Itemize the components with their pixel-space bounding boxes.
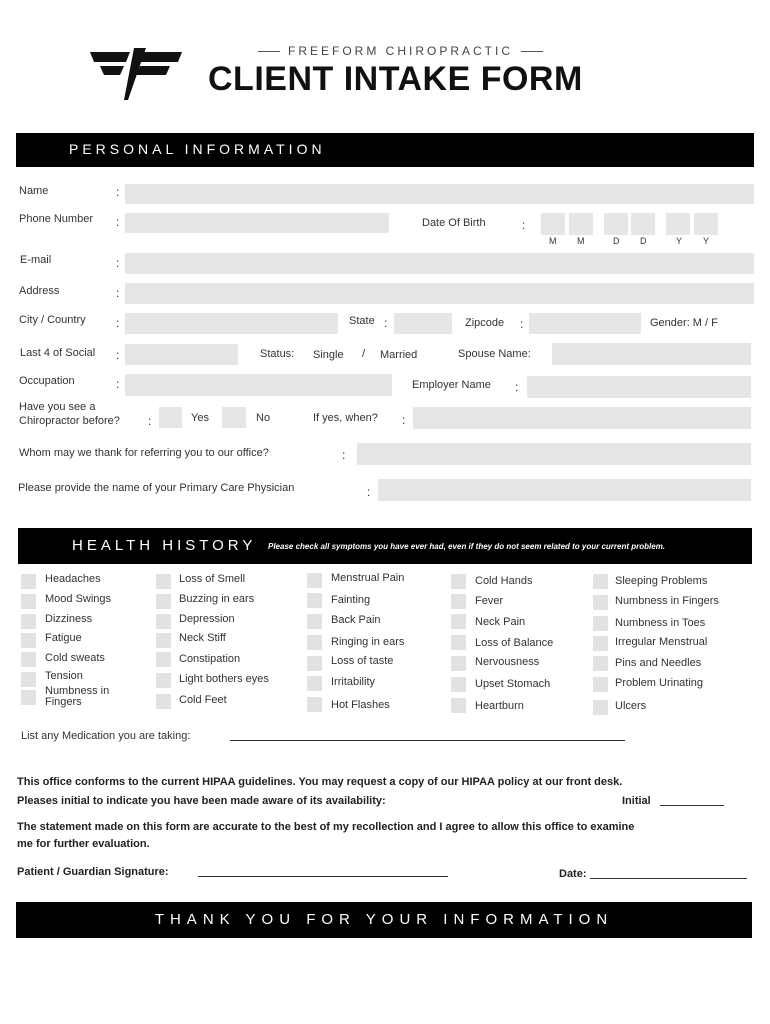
personal-information-header: PERSONAL INFORMATION	[16, 133, 754, 167]
symptom-label: Problem Urinating	[615, 677, 704, 689]
signature-label: Patient / Guardian Signature:	[17, 866, 169, 878]
symptom-label: Depression	[179, 613, 235, 625]
symptom-label: Loss of taste	[331, 655, 394, 667]
occupation-field[interactable]	[125, 374, 392, 396]
symptom-label: Headaches	[45, 573, 101, 585]
medication-line[interactable]	[230, 740, 625, 741]
symptom-checkbox[interactable]	[21, 633, 36, 648]
symptom-label: Numbness in Fingers	[45, 685, 110, 708]
symptom-label: Cold Hands	[475, 575, 533, 587]
symptom-checkbox[interactable]	[593, 574, 608, 589]
symptom-checkbox[interactable]	[21, 652, 36, 667]
address-label: Address	[19, 285, 60, 297]
symptom-label: Irregular Menstrual	[615, 636, 708, 648]
symptom-checkbox[interactable]	[451, 594, 466, 609]
symptom-checkbox[interactable]	[593, 677, 608, 692]
symptom-label: Fainting	[331, 594, 371, 606]
referral-field[interactable]	[357, 443, 751, 465]
symptom-label: Cold Feet	[179, 694, 227, 706]
page-title: CLIENT INTAKE FORM	[208, 60, 583, 98]
symptom-checkbox[interactable]	[593, 595, 608, 610]
last-4-social-label: Last 4 of Social	[20, 347, 96, 359]
symptom-checkbox[interactable]	[451, 635, 466, 650]
symptom-label: Nervousness	[475, 656, 540, 668]
spouse-name-field[interactable]	[552, 343, 751, 365]
chiropractor-yes-checkbox[interactable]	[159, 407, 182, 428]
symptom-checkbox[interactable]	[451, 677, 466, 692]
freeform-logo-icon	[90, 48, 182, 100]
dob-day-2-field[interactable]	[631, 213, 655, 235]
phone-field[interactable]	[125, 213, 389, 233]
symptom-checkbox[interactable]	[156, 694, 171, 709]
date-line[interactable]	[590, 878, 747, 879]
name-label: Name	[19, 185, 49, 197]
symptom-checkbox[interactable]	[307, 676, 322, 691]
signature-line[interactable]	[198, 876, 448, 877]
symptom-checkbox[interactable]	[307, 656, 322, 671]
symptom-checkbox[interactable]	[451, 698, 466, 713]
address-field[interactable]	[125, 283, 754, 304]
symptom-label: Heartburn	[475, 700, 524, 712]
chiropractor-before-label-line2: Chiropractor before?	[19, 415, 120, 427]
zipcode-label: Zipcode	[465, 317, 505, 329]
symptom-label: Back Pain	[331, 614, 381, 626]
symptom-label: Ringing in ears	[331, 636, 405, 648]
occupation-label: Occupation	[19, 375, 75, 387]
symptom-checkbox[interactable]	[156, 614, 171, 629]
symptom-checkbox[interactable]	[593, 636, 608, 651]
if-yes-when-field[interactable]	[413, 407, 751, 429]
dob-year-2-field[interactable]	[694, 213, 718, 235]
symptom-checkbox[interactable]	[156, 652, 171, 667]
referral-label: Whom may we thank for referring you to our office?	[19, 447, 269, 459]
symptom-checkbox[interactable]	[451, 574, 466, 589]
symptom-checkbox[interactable]	[451, 614, 466, 629]
symptom-checkbox[interactable]	[307, 697, 322, 712]
symptom-label: Dizziness	[45, 613, 93, 625]
symptom-checkbox[interactable]	[156, 594, 171, 609]
symptom-label: Light bothers eyes	[179, 673, 269, 685]
symptom-label: Numbness in Toes	[615, 617, 706, 629]
thank-you-banner: THANK YOU FOR YOUR INFORMATION	[16, 902, 752, 938]
accuracy-statement-line2: me for further evaluation.	[17, 838, 150, 850]
symptom-label: Neck Pain	[475, 616, 526, 628]
dob-year-1-field[interactable]	[666, 213, 690, 235]
city-country-label: City / Country	[19, 314, 86, 326]
status-single-option[interactable]: Single	[313, 349, 344, 361]
symptom-label: Hot Flashes	[331, 699, 390, 711]
symptom-checkbox[interactable]	[593, 656, 608, 671]
symptom-checkbox[interactable]	[307, 635, 322, 650]
chiropractor-before-label-line1: Have you see a	[19, 401, 96, 413]
primary-care-physician-label: Please provide the name of your Primary Care Physician	[18, 482, 295, 494]
chiropractor-no-label: No	[256, 412, 271, 424]
primary-care-physician-field[interactable]	[378, 479, 751, 501]
state-label: State	[349, 315, 375, 327]
city-country-field[interactable]	[125, 313, 338, 334]
symptom-label: Fever	[475, 595, 504, 607]
phone-label: Phone Number	[19, 213, 93, 225]
last-4-social-field[interactable]	[125, 344, 238, 365]
initial-label: Initial	[622, 795, 651, 807]
symptom-checkbox[interactable]	[21, 614, 36, 629]
health-history-header: HEALTH HISTORY Please check all symptoms you have ever had, even if they do not seem related to your current problem.	[18, 528, 752, 564]
symptom-label: Loss of Smell	[179, 573, 246, 585]
symptom-label: Fatigue	[45, 632, 82, 644]
zipcode-field[interactable]	[529, 313, 641, 334]
symptom-label: Cold sweats	[45, 652, 105, 664]
employer-name-field[interactable]	[527, 376, 751, 398]
symptom-label: Ulcers	[615, 700, 647, 712]
chiropractor-no-checkbox[interactable]	[222, 407, 246, 428]
symptom-label: Tension	[45, 670, 83, 682]
symptom-label: Irritability	[331, 676, 376, 688]
email-field[interactable]	[125, 253, 754, 274]
dob-month-2-field[interactable]	[569, 213, 593, 235]
health-history-note: Please check all symptoms you have ever had, even if they do not seem related to your current problem.	[268, 542, 666, 551]
dob-day-1-field[interactable]	[604, 213, 628, 235]
symptom-checkbox[interactable]	[21, 690, 36, 705]
symptom-label: Neck Stiff	[179, 632, 226, 644]
brand-name: FREEFORM CHIROPRACTIC	[258, 44, 543, 58]
date-label: Date:	[559, 868, 587, 880]
symptom-checkbox[interactable]	[593, 700, 608, 715]
status-married-option[interactable]: Married	[380, 349, 418, 361]
symptom-checkbox[interactable]	[307, 593, 322, 608]
dob-month-1-field[interactable]	[541, 213, 565, 235]
symptom-checkbox[interactable]	[21, 672, 36, 687]
symptom-label: Buzzing in ears	[179, 593, 255, 605]
if-yes-when-label: If yes, when?	[313, 412, 378, 424]
accuracy-statement-line1: The statement made on this form are accurate to the best of my recollection and I agree to allow this office to examine	[17, 821, 635, 833]
dob-label: Date Of Birth	[422, 217, 486, 229]
symptom-checkbox[interactable]	[156, 633, 171, 648]
symptom-checkbox[interactable]	[21, 594, 36, 609]
symptom-label: Menstrual Pain	[331, 572, 405, 584]
name-field[interactable]	[125, 184, 754, 204]
email-label: E-mail	[20, 254, 52, 266]
gender-label: Gender: M / F	[650, 317, 718, 329]
symptom-checkbox[interactable]	[307, 614, 322, 629]
spouse-name-label: Spouse Name:	[458, 348, 531, 360]
symptom-checkbox[interactable]	[21, 574, 36, 589]
symptom-label: Constipation	[179, 653, 241, 665]
symptom-checkbox[interactable]	[156, 574, 171, 589]
symptom-checkbox[interactable]	[156, 673, 171, 688]
symptom-checkbox[interactable]	[307, 573, 322, 588]
chiropractor-yes-label: Yes	[191, 412, 209, 424]
symptom-label: Mood Swings	[45, 593, 112, 605]
status-label: Status:	[260, 348, 295, 360]
medication-label: List any Medication you are taking:	[21, 730, 191, 742]
employer-name-label: Employer Name	[412, 379, 491, 391]
initial-line[interactable]	[660, 805, 724, 806]
hipaa-initial-instruction: Pleases initial to indicate you have been made aware of its availability:	[17, 795, 386, 807]
symptom-checkbox[interactable]	[451, 656, 466, 671]
state-field[interactable]	[394, 313, 452, 334]
symptom-label: Loss of Balance	[475, 637, 554, 649]
hipaa-notice: This office conforms to the current HIPAA guidelines. You may request a copy of our HIPAA policy at our front desk.	[17, 776, 623, 788]
symptom-label: Upset Stomach	[475, 678, 551, 690]
symptom-label: Numbness in Fingers	[615, 595, 719, 607]
symptom-label: Pins and Needles	[615, 657, 702, 669]
symptom-checkbox[interactable]	[593, 616, 608, 631]
symptom-label: Sleeping Problems	[615, 575, 708, 587]
